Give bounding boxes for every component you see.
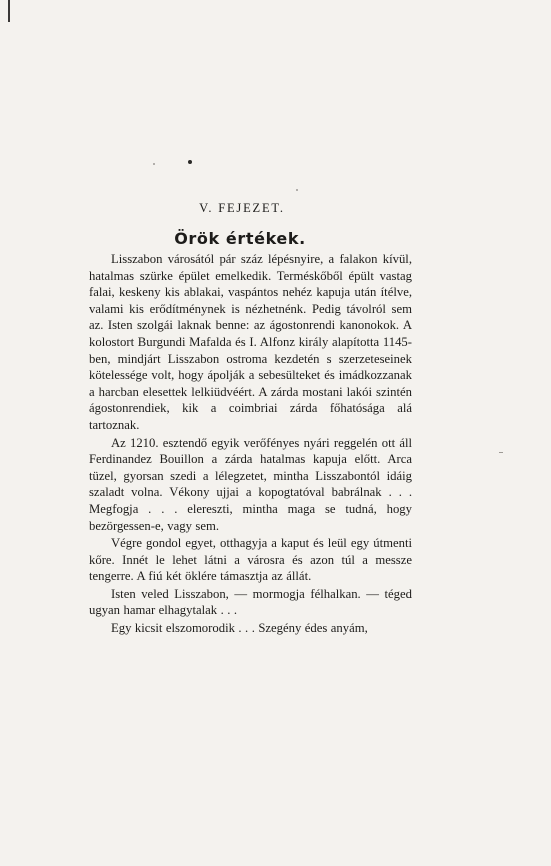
paragraph: Lisszabon városától pár száz lépésnyire, a falakon kívül, hatalmas szürke épület emelkedik. Terméskőből épült vastag falai, keskeny kis ablakai, vaspántos nehéz kapuja után ítélve, valami kis erődítménynek is nézhetnénk. Pedig távolról sem az. Isten szolgái laknak benne: az ágostonrendi kanonokok. A kolostort Burgundi Mafalda és I. Alfonz király alapította 1145-ben, mindjárt Lisszabon ostroma kezdetén s szerzeteseinek kötelessége volt, hogy ápolják a sebesülteket és imádkozzanak a harcban elesettek lelkiüdvéért. A zárda mostani lakói szintén ágostonrendiek, kik a coimbriai zárda főhatósága alá tartoznak. — [89, 252, 412, 432]
chapter-heading: V. FEJEZET. — [199, 201, 285, 215]
ink-speck — [499, 452, 503, 453]
margin-mark — [8, 0, 10, 22]
paragraph: Egy kicsit elszomorodik . . . Szegény édes anyám, — [111, 621, 368, 636]
chapter-title: Örök értékek. — [174, 229, 306, 248]
paragraph: Végre gondol egyet, otthagyja a kaput és leül egy útmenti kőre. Innét le lehet látni a városra és azon túl a messze tengerre. A fiú két öklére támasztja az állát. — [89, 536, 412, 584]
ink-speck — [153, 163, 155, 165]
paragraph: Az 1210. esztendő egyik verőfényes nyári reggelén ott áll Ferdinandez Bouillon a zárda hatalmas kapuja előtt. Arca tüzel, gyorsan szedi a lélegzetet, mintha Lisszabontól idáig szaladt volna. Vékony ujjai a kopogtatóval babrálnak . . . Megfogja . . . elereszti, mintha maga se tudná, hogy bezörgessen-e, vagy sem. — [89, 435, 412, 533]
paragraph: Isten veled Lisszabon, — mormogja félhalkan. — téged ugyan hamar elhagytalak . . . — [89, 586, 412, 618]
body-text — [89, 251, 412, 637]
ink-dot — [188, 160, 192, 164]
ink-speck — [296, 189, 298, 191]
